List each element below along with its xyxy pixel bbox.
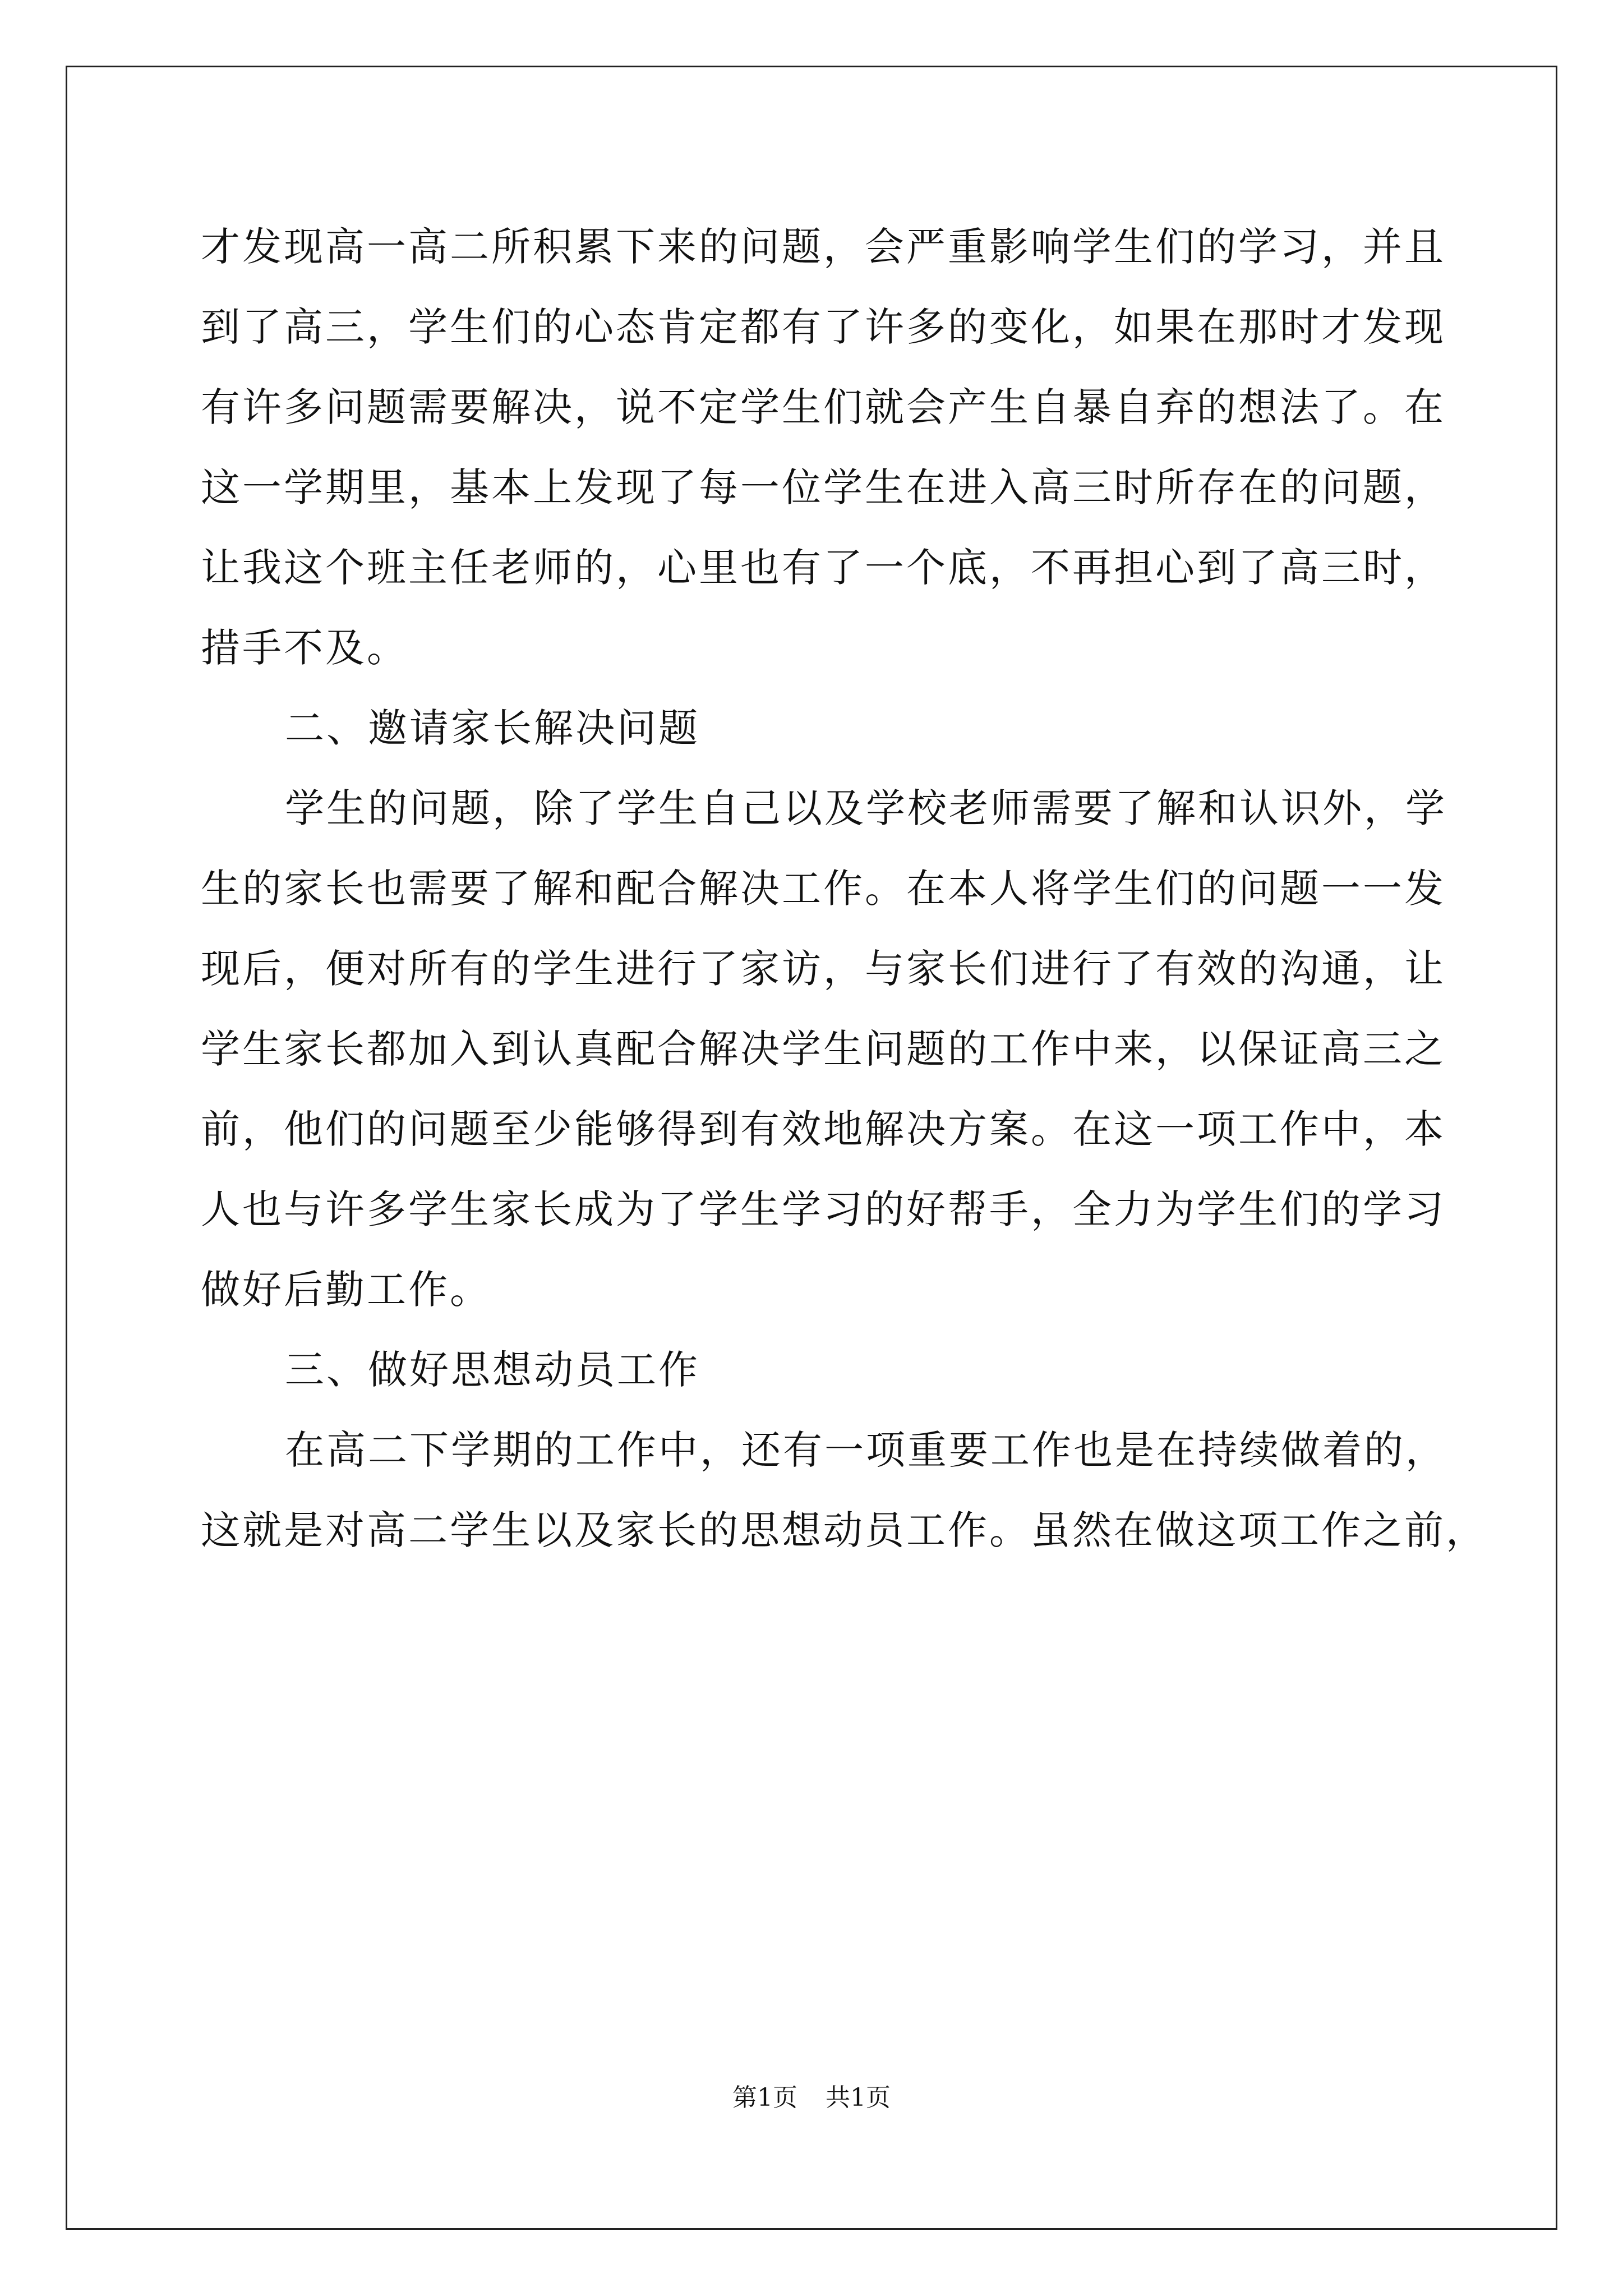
page-number: 第1页 <box>732 2083 797 2112</box>
text-line: 措手不及。 <box>201 625 408 671</box>
section-heading: 二、邀请家长解决问题 <box>285 705 700 751</box>
page-footer <box>0 2081 1623 2115</box>
text-line: 在高二下学期的工作中，还有一项重要工作也是在持续做着的， <box>285 1427 1447 1473</box>
text-line: 才发现高一高二所积累下来的问题，会严重影响学生们的学习，并且 <box>201 224 1446 270</box>
text-line: 这就是对高二学生以及家长的思想动员工作。虽然在做这项工作之前， <box>201 1507 1487 1553</box>
text-line: 学生家长都加入到认真配合解决学生问题的工作中来，以保证高三之 <box>201 1026 1446 1072</box>
page-total: 共1页 <box>826 2083 891 2112</box>
text-line: 这一学期里，基本上发现了每一位学生在进入高三时所存在的问题， <box>201 464 1446 510</box>
text-line: 到了高三，学生们的心态肯定都有了许多的变化，如果在那时才发现 <box>201 304 1446 350</box>
text-line: 让我这个班主任老师的，心里也有了一个底，不再担心到了高三时， <box>201 545 1446 591</box>
text-line: 做好后勤工作。 <box>201 1267 491 1313</box>
section-heading: 三、做好思想动员工作 <box>285 1347 700 1393</box>
text-line: 学生的问题，除了学生自己以及学校老师需要了解和认识外，学 <box>285 785 1447 831</box>
text-line: 生的家长也需要了解和配合解决工作。在本人将学生们的问题一一发 <box>201 866 1446 912</box>
text-line: 现后，便对所有的学生进行了家访，与家长们进行了有效的沟通，让 <box>201 946 1446 992</box>
text-line: 有许多问题需要解决，说不定学生们就会产生自暴自弃的想法了。在 <box>201 384 1446 430</box>
text-line: 人也与许多学生家长成为了学生学习的好帮手，全力为学生们的学习 <box>201 1186 1446 1232</box>
text-line: 前，他们的问题至少能够得到有效地解决方案。在这一项工作中，本 <box>201 1106 1446 1152</box>
